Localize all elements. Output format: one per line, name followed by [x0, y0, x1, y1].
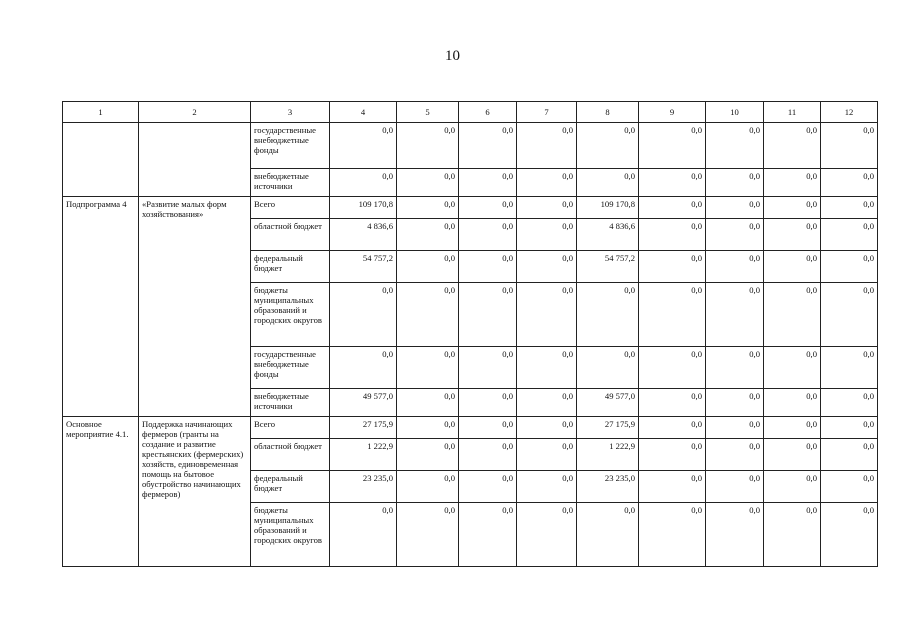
amount-cell: 0,0 [397, 503, 459, 567]
amount-cell: 0,0 [821, 471, 878, 503]
amount-cell: 0,0 [577, 347, 639, 389]
funding-source-cell: внебюджетные источники [251, 169, 330, 197]
amount-cell: 0,0 [821, 123, 878, 169]
funding-source-cell: областной бюджет [251, 439, 330, 471]
amount-cell: 0,0 [639, 347, 706, 389]
header-cell: 10 [706, 102, 764, 123]
table-row [63, 417, 878, 439]
amount-cell: 23 235,0 [577, 471, 639, 503]
budget-table [62, 101, 878, 567]
header-cell: 12 [821, 102, 878, 123]
amount-cell: 4 836,6 [330, 219, 397, 251]
amount-cell: 0,0 [397, 283, 459, 347]
amount-cell: 0,0 [764, 417, 821, 439]
amount-cell: 0,0 [706, 123, 764, 169]
amount-cell: 0,0 [821, 347, 878, 389]
amount-cell: 109 170,8 [577, 197, 639, 219]
header-row [63, 102, 878, 123]
amount-cell: 0,0 [397, 439, 459, 471]
header-cell: 3 [251, 102, 330, 123]
amount-cell: 0,0 [459, 347, 517, 389]
amount-cell: 0,0 [821, 251, 878, 283]
amount-cell: 0,0 [706, 439, 764, 471]
funding-source-cell: государственные внебюджетные фонды [251, 123, 330, 169]
amount-cell: 54 757,2 [330, 251, 397, 283]
amount-cell: 0,0 [459, 169, 517, 197]
amount-cell: 0,0 [639, 283, 706, 347]
program-name-cell: Поддержка начинающих фермеров (гранты на создание и развитие крестьянских (фермерских) хозяйств, единовременная помощь на бытовое обустройство начинающих фермеров) [139, 417, 251, 567]
amount-cell: 0,0 [821, 219, 878, 251]
amount-cell: 0,0 [764, 439, 821, 471]
program-code-cell: Подпрограмма 4 [63, 197, 139, 417]
funding-source-cell: федеральный бюджет [251, 251, 330, 283]
amount-cell: 0,0 [639, 389, 706, 417]
amount-cell: 0,0 [821, 503, 878, 567]
amount-cell: 0,0 [397, 389, 459, 417]
amount-cell: 0,0 [577, 503, 639, 567]
header-cell: 6 [459, 102, 517, 123]
funding-source-cell: областной бюджет [251, 219, 330, 251]
amount-cell: 0,0 [330, 347, 397, 389]
amount-cell: 0,0 [639, 439, 706, 471]
table-body [63, 123, 878, 567]
amount-cell: 0,0 [639, 123, 706, 169]
amount-cell: 27 175,9 [577, 417, 639, 439]
funding-source-cell: бюджеты муниципальных образований и городских округов [251, 503, 330, 567]
amount-cell: 0,0 [330, 123, 397, 169]
table-row [63, 123, 878, 169]
amount-cell: 0,0 [517, 389, 577, 417]
amount-cell: 0,0 [821, 197, 878, 219]
amount-cell: 0,0 [764, 471, 821, 503]
amount-cell: 0,0 [577, 283, 639, 347]
amount-cell: 0,0 [459, 417, 517, 439]
amount-cell: 0,0 [764, 347, 821, 389]
amount-cell: 0,0 [577, 169, 639, 197]
amount-cell: 0,0 [706, 251, 764, 283]
funding-source-cell: Всего [251, 417, 330, 439]
amount-cell: 0,0 [764, 197, 821, 219]
amount-cell: 0,0 [517, 251, 577, 283]
header-cell: 7 [517, 102, 577, 123]
amount-cell: 0,0 [764, 389, 821, 417]
amount-cell: 4 836,6 [577, 219, 639, 251]
amount-cell: 0,0 [577, 123, 639, 169]
header-cell: 1 [63, 102, 139, 123]
header-cell: 11 [764, 102, 821, 123]
amount-cell: 0,0 [517, 169, 577, 197]
amount-cell: 0,0 [764, 283, 821, 347]
amount-cell: 0,0 [459, 123, 517, 169]
amount-cell: 0,0 [706, 197, 764, 219]
funding-source-cell: внебюджетные источники [251, 389, 330, 417]
amount-cell: 0,0 [397, 471, 459, 503]
amount-cell: 0,0 [459, 197, 517, 219]
amount-cell: 0,0 [517, 439, 577, 471]
amount-cell: 0,0 [397, 169, 459, 197]
amount-cell: 0,0 [706, 169, 764, 197]
amount-cell: 49 577,0 [330, 389, 397, 417]
amount-cell: 109 170,8 [330, 197, 397, 219]
amount-cell: 0,0 [706, 503, 764, 567]
amount-cell: 0,0 [764, 219, 821, 251]
amount-cell: 0,0 [639, 471, 706, 503]
amount-cell: 0,0 [764, 123, 821, 169]
amount-cell: 0,0 [706, 471, 764, 503]
header-cell: 2 [139, 102, 251, 123]
amount-cell: 0,0 [397, 123, 459, 169]
amount-cell: 0,0 [459, 219, 517, 251]
amount-cell: 1 222,9 [577, 439, 639, 471]
amount-cell: 0,0 [517, 219, 577, 251]
program-name-cell: «Развитие малых форм хозяйствования» [139, 197, 251, 417]
amount-cell: 0,0 [517, 471, 577, 503]
amount-cell: 0,0 [706, 219, 764, 251]
amount-cell: 0,0 [397, 251, 459, 283]
amount-cell: 0,0 [821, 439, 878, 471]
header-cell: 5 [397, 102, 459, 123]
amount-cell: 0,0 [517, 417, 577, 439]
amount-cell: 0,0 [459, 389, 517, 417]
amount-cell: 0,0 [330, 283, 397, 347]
amount-cell: 0,0 [639, 169, 706, 197]
program-code-cell [63, 123, 139, 197]
amount-cell: 0,0 [330, 169, 397, 197]
amount-cell: 0,0 [821, 169, 878, 197]
amount-cell: 0,0 [397, 219, 459, 251]
amount-cell: 0,0 [764, 251, 821, 283]
amount-cell: 0,0 [706, 389, 764, 417]
amount-cell: 0,0 [459, 251, 517, 283]
amount-cell: 0,0 [459, 503, 517, 567]
amount-cell: 0,0 [397, 347, 459, 389]
funding-source-cell: бюджеты муниципальных образований и городских округов [251, 283, 330, 347]
funding-source-cell: государственные внебюджетные фонды [251, 347, 330, 389]
header-cell: 9 [639, 102, 706, 123]
amount-cell: 23 235,0 [330, 471, 397, 503]
amount-cell: 0,0 [517, 503, 577, 567]
amount-cell: 0,0 [706, 283, 764, 347]
amount-cell: 0,0 [397, 417, 459, 439]
program-code-cell: Основное мероприятие 4.1. [63, 417, 139, 567]
amount-cell: 0,0 [764, 503, 821, 567]
amount-cell: 0,0 [639, 503, 706, 567]
amount-cell: 54 757,2 [577, 251, 639, 283]
amount-cell: 0,0 [706, 417, 764, 439]
amount-cell: 0,0 [330, 503, 397, 567]
page-number: 10 [445, 48, 460, 64]
amount-cell: 49 577,0 [577, 389, 639, 417]
header-cell: 4 [330, 102, 397, 123]
amount-cell: 0,0 [821, 283, 878, 347]
amount-cell: 0,0 [459, 471, 517, 503]
amount-cell: 0,0 [397, 197, 459, 219]
amount-cell: 27 175,9 [330, 417, 397, 439]
funding-source-cell: Всего [251, 197, 330, 219]
amount-cell: 0,0 [821, 389, 878, 417]
amount-cell: 0,0 [639, 417, 706, 439]
amount-cell: 0,0 [517, 283, 577, 347]
amount-cell: 0,0 [764, 169, 821, 197]
amount-cell: 0,0 [517, 123, 577, 169]
amount-cell: 0,0 [821, 417, 878, 439]
amount-cell: 0,0 [459, 283, 517, 347]
amount-cell: 0,0 [706, 347, 764, 389]
program-name-cell [139, 123, 251, 197]
amount-cell: 0,0 [459, 439, 517, 471]
amount-cell: 0,0 [517, 347, 577, 389]
amount-cell: 0,0 [639, 197, 706, 219]
table-row [63, 197, 878, 219]
amount-cell: 0,0 [517, 197, 577, 219]
header-cell: 8 [577, 102, 639, 123]
amount-cell: 1 222,9 [330, 439, 397, 471]
amount-cell: 0,0 [639, 219, 706, 251]
amount-cell: 0,0 [639, 251, 706, 283]
funding-source-cell: федеральный бюджет [251, 471, 330, 503]
